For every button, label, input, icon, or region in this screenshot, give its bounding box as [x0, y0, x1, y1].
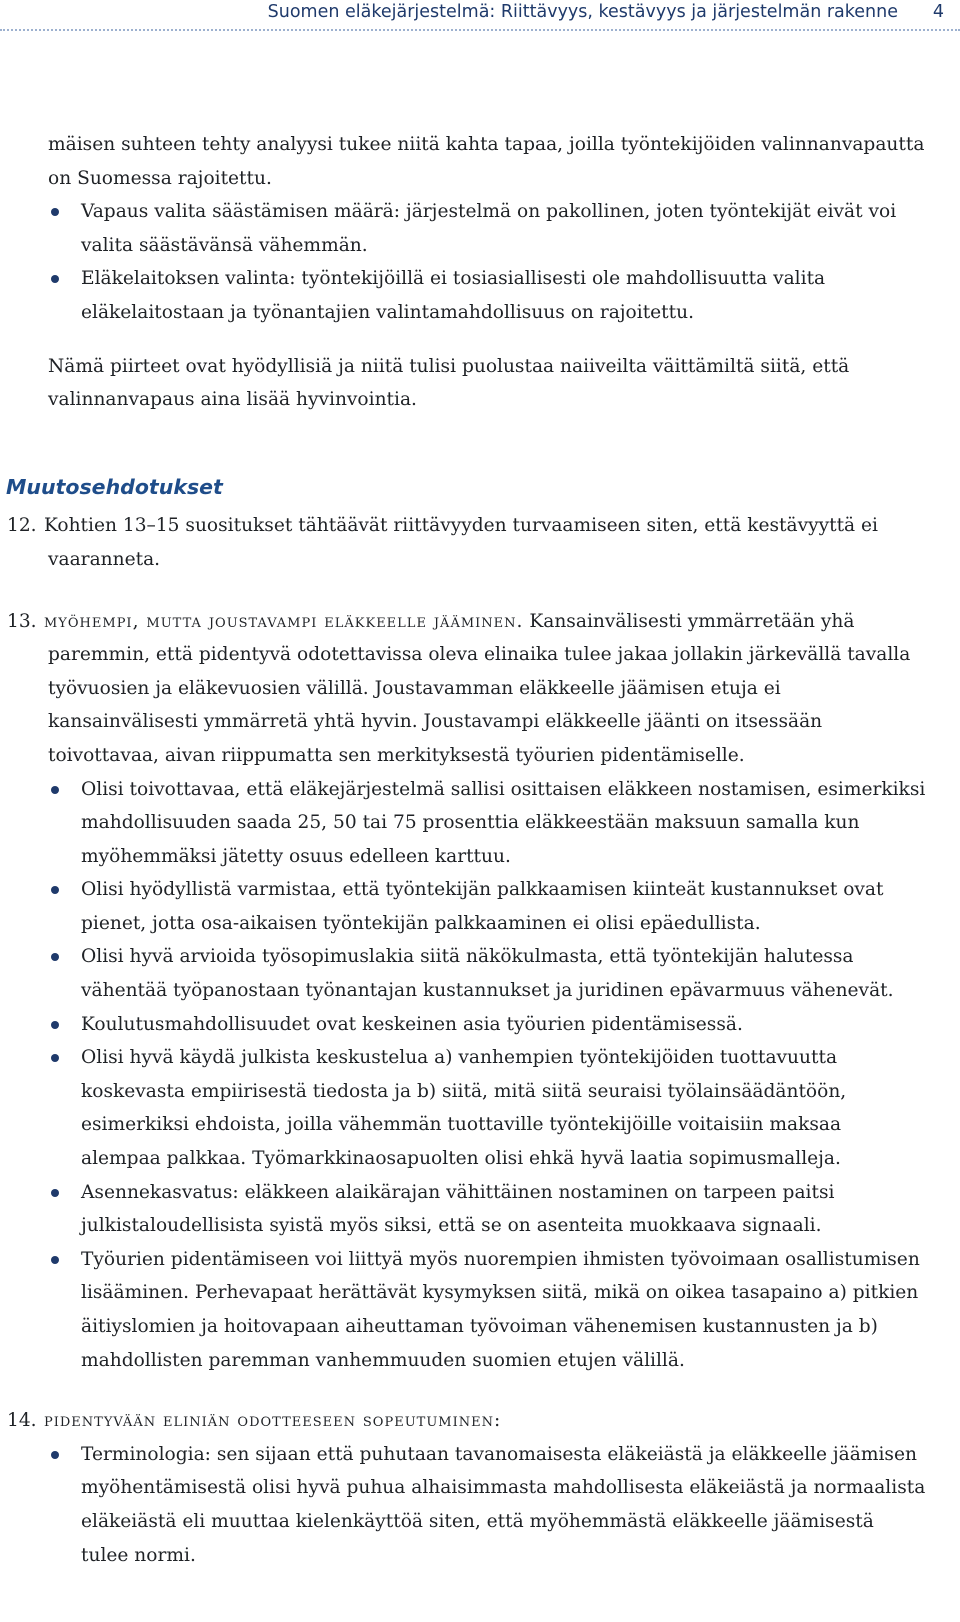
recommendation-text: Kansainvälisesti ymmärretään yhä paremmin, että pidentyvä odotettavissa oleva elinaika tulee jakaa jollakin järkevällä tavalla työvuosien ja eläkevuosien välillä. Joustavamman eläkkeelle jäämisen etuja ei kansainvälisesti ymmärretä yhtä hyvin. Joustavampi eläkkeelle jäänti on itsessään toivottavaa, aivan riippumatta sen merkityksestä työurien pidentämiselle.: [48, 610, 911, 766]
list-item: Koulutusmahdollisuudet ovat keskeinen asia työurien pidentämisessä.: [48, 1008, 926, 1042]
recommendation-14-bullet-list: [48, 1438, 926, 1572]
section-heading: Muutosehdotukset: [6, 474, 223, 499]
header-divider: [0, 29, 960, 31]
list-item: Vapaus valita säästämisen määrä: järjestelmä on pakollinen, joten työntekijät eivät voi valita säästävänsä vähemmän.: [48, 195, 926, 262]
page-number: 4: [932, 2, 944, 22]
recommendation-number: 12.: [7, 515, 37, 537]
recommendation-text: Kohtien 13–15 suositukset tähtäävät riittävyyden turvaamiseen siten, että kestävyyttä ei vaaranneta.: [44, 515, 879, 570]
summary-paragraph: Nämä piirteet ovat hyödyllisiä ja niitä tulisi puolustaa naiiveilta väittämiltä siitä, että valinnanvapaus aina lisää hyvinvointia.: [48, 355, 850, 411]
intro-bullet-list: [48, 195, 926, 329]
recommendation-number: 14.: [7, 1410, 37, 1432]
list-item: Työurien pidentämiseen voi liittyä myös nuorempien ihmisten työvoimaan osallistumisen lisääminen. Perhevapaat herättävät kysymyksen siitä, mikä on oikea tasapaino a) pitkien äitiyslomien ja hoitovapaan aiheuttaman työvoiman vähenemisen kustannusten ja b) mahdollisten paremman vanhemmuuden suomien etujen välillä.: [48, 1243, 926, 1377]
intro-paragraph: mäisen suhteen tehty analyysi tukee niitä kahta tapaa, joilla työntekijöiden valinnanvapautta on Suomessa rajoitettu.: [48, 134, 925, 189]
list-item: Olisi hyödyllistä varmistaa, että työntekijän palkkaamisen kiinteät kustannukset ovat pienet, jotta osa-aikaisen työntekijän palkkaaminen ei olisi epäedullista.: [48, 873, 926, 940]
list-item: Olisi hyvä arvioida työsopimuslakia siitä näkökulmasta, että työntekijän halutessa vähentää työpanostaan työnantajan kustannukset ja juridinen epävarmuus vähenevät.: [48, 940, 926, 1007]
recommendation-13-bullet-list: [48, 773, 926, 1378]
recommendation-14: [7, 1404, 926, 1438]
page-body: [6, 128, 926, 1572]
recommendation-heading: pidentyvään eliniän odotteeseen sopeutuminen:: [44, 1410, 502, 1432]
list-item: Olisi toivottavaa, että eläkejärjestelmä sallisi osittaisen eläkkeen nostamisen, esimerkiksi mahdollisuuden saada 25, 50 tai 75 prosenttia eläkkeestään maksuun samalla kun myöhemmäksi jätetty osuus edelleen karttuu.: [48, 773, 926, 874]
list-item: Olisi hyvä käydä julkista keskustelua a) vanhempien työntekijöiden tuottavuutta koskevasta empiirisestä tiedosta ja b) siitä, mitä siitä seuraisi työlainsäädäntöön, esimerkiksi ehdoista, joilla vähemmän tuottaville työntekijöille voitaisiin maksaa alempaa palkkaa. Työmarkkinaosapuolten olisi ehkä hyvä laatia sopimusmalleja.: [48, 1041, 926, 1175]
running-header: [0, 0, 960, 31]
list-item: Asennekasvatus: eläkkeen alaikärajan vähittäinen nostaminen on tarpeen paitsi julkistaloudellisista syistä myös siksi, että se on asenteita muokkaava signaali.: [48, 1176, 926, 1243]
recommendation-number: 13.: [7, 610, 37, 632]
recommendation-12: [7, 509, 926, 576]
running-header-title: Suomen eläkejärjestelmä: Riittävyys, kestävyys ja järjestelmän rakenne: [267, 2, 898, 22]
list-item: Eläkelaitoksen valinta: työntekijöillä ei tosiasiallisesti ole mahdollisuutta valita eläkelaitostaan ja työnantajien valintamahdollisuus on rajoitettu.: [48, 262, 926, 329]
recommendation-13: [7, 605, 926, 773]
recommendation-heading: myöhempi, mutta joustavampi eläkkeelle jääminen.: [44, 610, 524, 632]
list-item: Terminologia: sen sijaan että puhutaan tavanomaisesta eläkeiästä ja eläkkeelle jäämisen myöhentämisestä olisi hyvä puhua alhaisimmasta mahdollisesta eläkeiästä ja normaalista eläkeiästä eli muuttaa kielenkäyttöä siten, että myöhemmästä eläkkeelle jäämisestä tulee normi.: [48, 1438, 926, 1572]
